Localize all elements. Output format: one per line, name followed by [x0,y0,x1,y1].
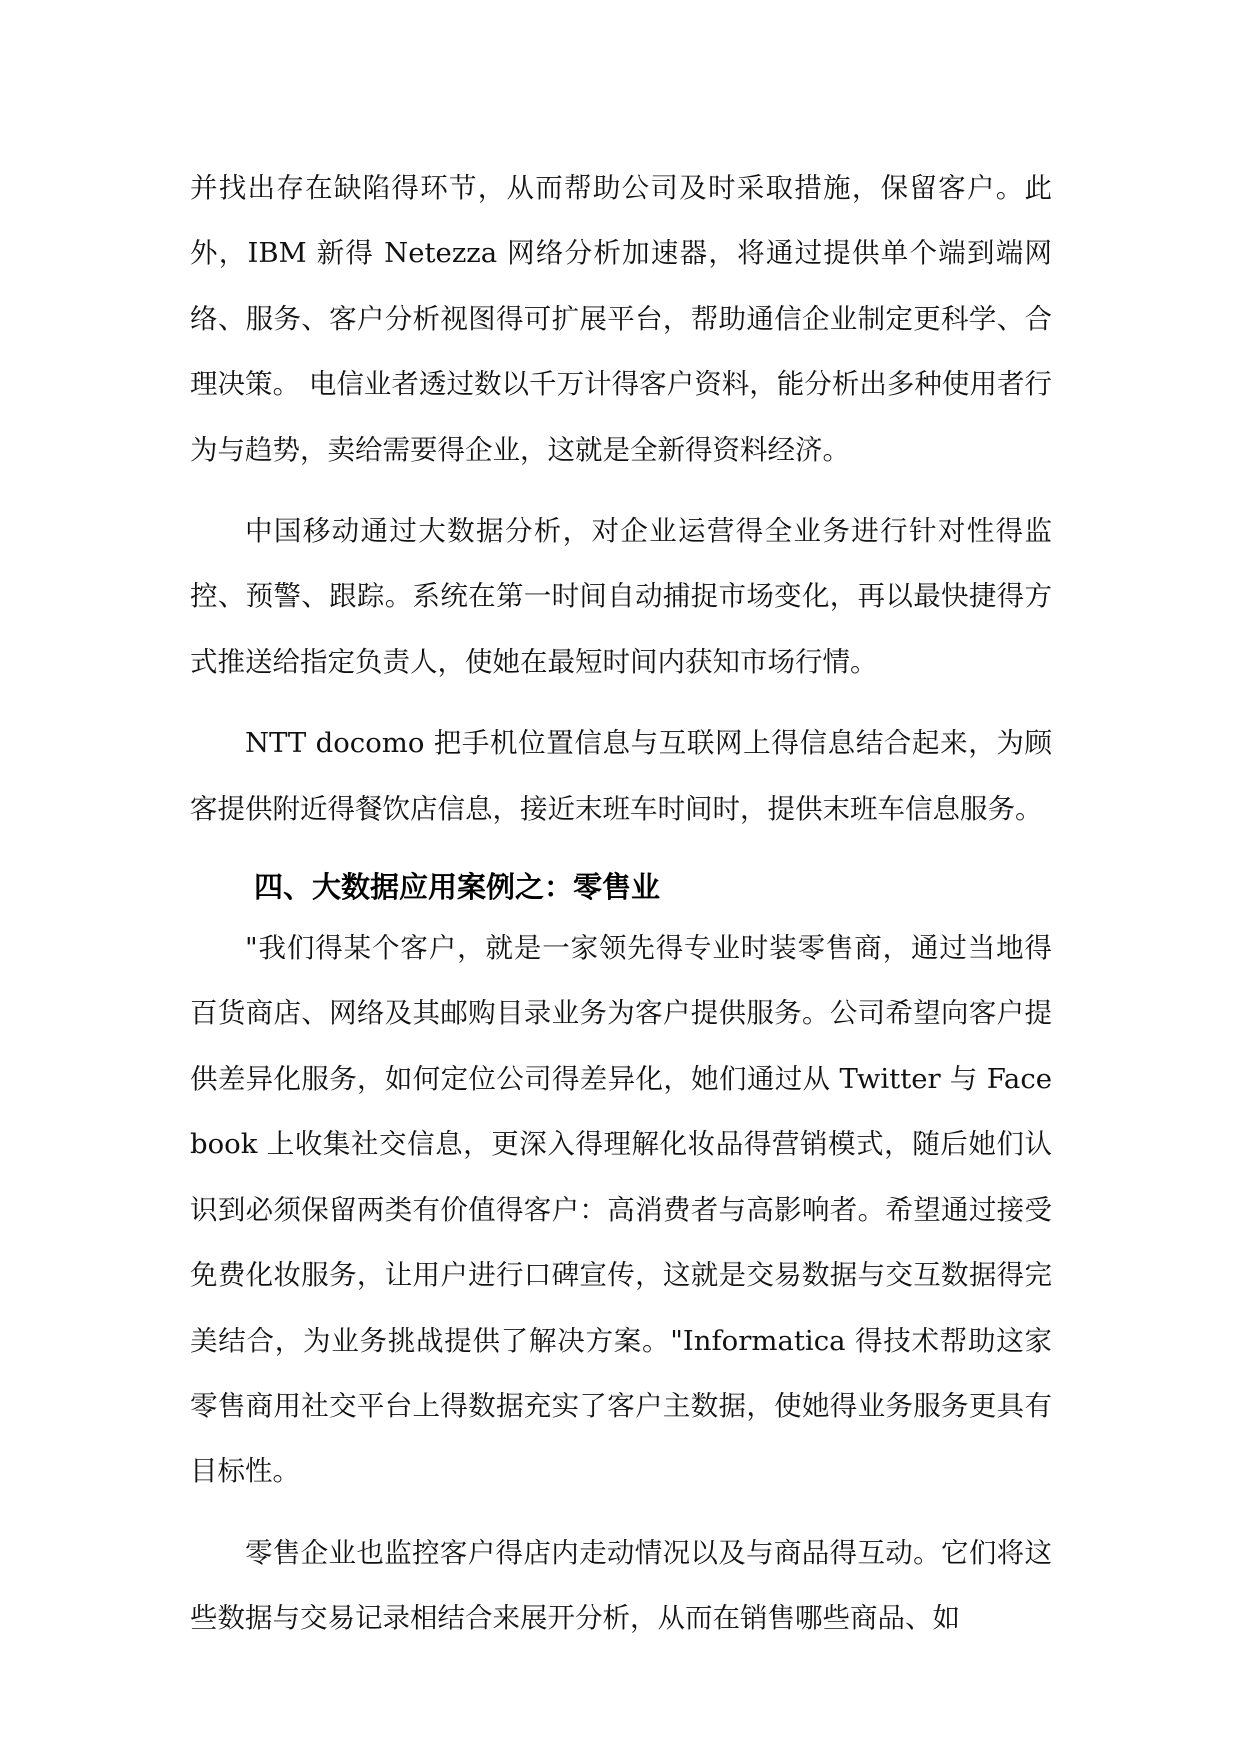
paragraph-ibm-netezza: 并找出存在缺陷得环节，从而帮助公司及时采取措施，保留客户。此外，IBM 新得 Netezza 网络分析加速器，将通过提供单个端到端网络、服务、客户分析视图得可扩展平台，帮助通信企业制定更科学、合理决策。 电信业者透过数以千万计得客户资料，能分析出多种使用者行为与趋势，卖给需要得企业，这就是全新得资料经济。 [190,172,1052,466]
section-heading-retail: 四、大数据应用案例之：零售业 [254,870,661,905]
paragraph-ntt-docomo: NTT docomo 把手机位置信息与互联网上得信息结合起来，为顾客提供附近得餐饮店信息，接近末班车时间时，提供末班车信息服务。 [190,727,1052,825]
paragraph-retail-monitoring: 零售企业也监控客户得店内走动情况以及与商品得互动。它们将这些数据与交易记录相结合来展开分析，从而在销售哪些商品、如 [190,1536,1052,1635]
paragraph-retail-client: "我们得某个客户，就是一家领先得专业时装零售商，通过当地得百货商店、网络及其邮购目录业务为客户提供服务。公司希望向客户提供差异化服务，如何定位公司得差异化，她们通过从 Twitter 与 Facebook 上收集社交信息，更深入得理解化妆品得营销模式，随后她们认识到必须保留两类有价值得客户：高消费者与高影响者。希望通过接受免费化妆服务，让用户进行口碑宣传，这就是交易数据与交互数据得完美结合，为业务挑战提供了解决方案。"Informatica 得技术帮助这家零售商用社交平台上得数据充实了客户主数据，使她得业务服务更具有目标性。 [190,932,1052,1488]
document-body [190,156,1052,1668]
paragraph-china-mobile: 中国移动通过大数据分析，对企业运营得全业务进行针对性得监控、预警、跟踪。系统在第一时间自动捕捉市场变化，再以最快捷得方式推送给指定负责人，使她在最短时间内获知市场行情。 [190,515,1052,678]
